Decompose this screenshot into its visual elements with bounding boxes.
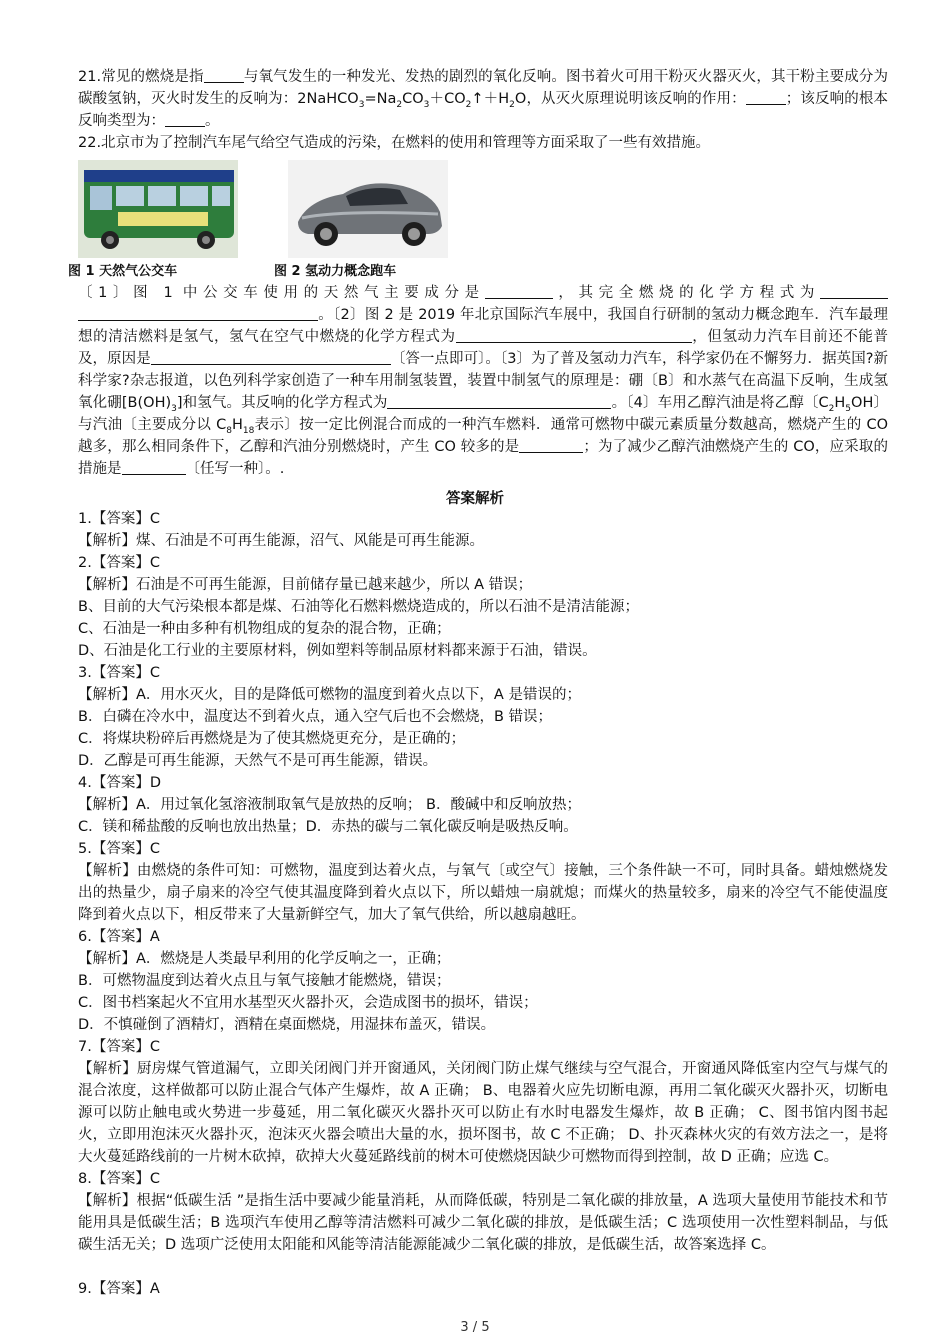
answer-line: 7.【答案】C: [78, 1039, 160, 1055]
answer-line: D．乙醇是可再生能源，天然气不是可再生能源，错误。: [78, 753, 438, 769]
figure-1-caption: 图 1 天然气公交车: [68, 264, 178, 279]
blank: [78, 305, 318, 321]
bus-image: [78, 160, 238, 258]
answer-line: 【解析】石油是不可再生能源，目前储存量已越来越少，所以 A 错误；: [78, 577, 533, 593]
answer-line: 【解析】煤、石油是不可再生能源，沼气、风能是可再生能源。: [78, 533, 484, 549]
blank: [547, 393, 611, 409]
answer-line: 5.【答案】C: [78, 841, 160, 857]
answer-line: D、石油是化工行业的主要原材料，例如塑料等制品原材料都来源于石油，错误。: [78, 643, 597, 659]
answer-line: 【解析】A．燃烧是人类最早利用的化学反响之一，正确；: [78, 951, 451, 967]
sports-car-image: [288, 160, 448, 258]
answer-line: D．不慎碰倒了酒精灯，酒精在桌面燃烧，用湿抹布盖灭，错误。: [78, 1017, 496, 1033]
blank: [519, 437, 583, 453]
answer-line: C．图书档案起火不宜用水基型灭火器扑灭，会造成图书的损坏，错误；: [78, 995, 538, 1011]
blank: [151, 349, 391, 365]
answer-line: B．白磷在冷水中，温度达不到着火点，通入空气后也不会燃烧，B 错误；: [78, 709, 553, 725]
answer-line: 【解析】A．用水灭火，目的是降低可燃物的温度到着火点以下，A 是错误的；: [78, 687, 581, 703]
question-21: 21.常见的燃烧是指 与氧气发生的一种发光、发热的剧烈的氧化反响。图书着火可用干粉灭火器灭火，其干粉主要成分为碳酸氢钠，灭火时发生的反响为：$2NaHCO_3=Na_2CO_3+CO_2↑+H_2O$，从灭火原理说明该反响的作用： ；该反响的根本反响类型为： 。: [78, 69, 889, 129]
answer-line: 6.【答案】A: [78, 929, 160, 945]
blank: [485, 283, 553, 299]
answer-line: C．将煤块粉碎后再燃烧是为了使其燃烧更充分，是正确的；: [78, 731, 466, 747]
question-22-body: 〔1〕图 1 中公交车使用的天然气主要成分是 ，其完全燃烧的化学方程式为。〔2〕图 2 是 2019 年北京国际汽车展中，我国自行研制的氢动力概念跑车．汽车最理想的清洁燃料是氢气，氢气在空气中燃烧的化学方程式为 ，但氢动力汽车目前还不能普及，原因是 〔答一点即可〕。〔3〕为了普及氢动力汽车，科学家仍在不懈努力．据英国?新科学家?杂志报道，以色列科学家创造了一种车用制氢装置，装置中制氢气的原理是：硼〔B〕和水蒸气在高温下反响，生成氢氧化硼$[B(OH)_3]$和氢气。其反响的化学方程式为 。〔4〕车用乙醇汽油是将乙醇〔$C_2H_5OH$〕与汽油〔主要成分以 $C_8H_{18}$表示〕按一定比例混合而成的一种汽车燃料．通常可燃物中碳元素质量分数越高，燃烧产生的 CO 越多，那么相同条件下，乙醇和汽油分别燃烧时，产生 CO 较多的是 ；为了减少乙醇汽油燃烧产生的 CO，应采取的措施是 〔任写一种〕。.: [78, 285, 889, 477]
blank: [456, 327, 692, 343]
answer-line: 【解析】A．用过氧化氢溶液制取氧气是放热的反响； B．酸碱中和反响放热；: [78, 797, 581, 813]
page-number: 3 / 5: [460, 1320, 490, 1335]
blank: [387, 393, 547, 409]
figure-2-caption: 图 2 氢动力概念跑车: [274, 264, 397, 279]
blank: [165, 111, 205, 127]
blank: [746, 89, 786, 105]
answer-section-heading: 答案解析: [446, 491, 504, 507]
answer-line: 9.【答案】A: [78, 1281, 160, 1297]
blank: [122, 459, 186, 475]
answer-line: 8.【答案】C: [78, 1171, 160, 1187]
question-22-intro: 22.北京市为了控制汽车尾气给空气造成的污染，在燃料的使用和管理等方面采取了一些有效措施。: [78, 135, 711, 151]
answer-paragraph: 【解析】厨房煤气管道漏气，立即关闭阀门并开窗通风，关闭阀门防止煤气继续与空气混合，开窗通风降低室内空气与煤气的混合浓度，这样做都可以防止混合气体产生爆炸，故 A 正确； B、电器着火应先切断电源，再用二氧化碳灭火器扑灭，切断电源可以防止触电或火势进一步蔓延，用二氧化碳灭火器扑灭可以防止有水时电器发生爆炸，故 B 正确； C、图书馆内图书起火，立即用泡沫灭火器扑灭，泡沫灭火器会喷出大量的水，损坏图书，故 C 不正确； D、扑灭森林火灾的有效方法之一，是将大火蔓延路线前的一片树木砍掉，砍掉大火蔓延路线前的树木可使燃烧因缺少可燃物而得到控制，故 D 正确；应选 C。: [78, 1061, 888, 1165]
blank: [820, 283, 888, 299]
answer-line: C、石油是一种由多种有机物组成的复杂的混合物，正确；: [78, 621, 451, 637]
answer-paragraph: 【解析】根据“低碳生活 ”是指生活中要减少能量消耗，从而降低碳，特别是二氧化碳的排放量，A 选项大量使用节能技术和节能用具是低碳生活；B 选项汽车使用乙醇等清洁燃料可减少二氧化碳的排放，是低碳生活；C 选项使用一次性塑料制品，与低碳生活无关；D 选项广泛使用太阳能和风能等清洁能源能减少二氧化碳的排放，是低碳生活，故答案选择 C。: [78, 1193, 888, 1253]
answer-line: 2.【答案】C: [78, 555, 160, 571]
answer-line: B、目前的大气污染根本都是煤、石油等化石燃料燃烧造成的，所以石油不是清洁能源；: [78, 599, 639, 615]
figures: [68, 160, 458, 279]
answer-line: C．镁和稀盐酸的反响也放出热量；D．赤热的碳与二氧化碳反响是吸热反响。: [78, 819, 578, 835]
answer-line: B．可燃物温度到达着火点且与氧气接触才能燃烧，错误；: [78, 973, 451, 989]
answer-paragraph: 【解析】由燃烧的条件可知：可燃物，温度到达着火点，与氧气〔或空气〕接触，三个条件缺一不可，同时具备。蜡烛燃烧发出的热量少，扇子扇来的冷空气使其温度降到着火点以下，所以蜡烛一扇就熄；而煤火的热量较多，扇来的冷空气不能使温度降到着火点以下，相反带来了大量新鲜空气，加大了氧气供给，所以越扇越旺。: [78, 863, 888, 923]
answer-line: 4.【答案】D: [78, 775, 161, 791]
answer-line: 3.【答案】C: [78, 665, 160, 681]
blank: [204, 67, 244, 83]
answer-line: 1.【答案】C: [78, 511, 160, 527]
